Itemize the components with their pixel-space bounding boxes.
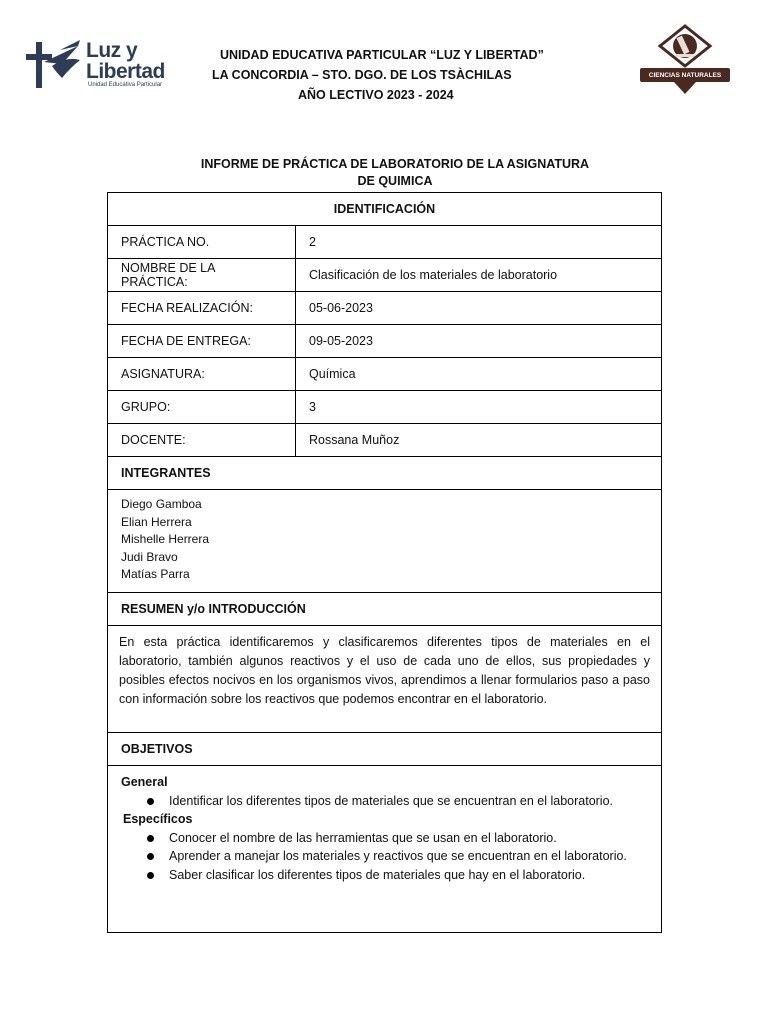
- row-value: Química: [309, 367, 356, 381]
- report-title-line-2: DE QUIMICA: [357, 174, 433, 188]
- table-row: [108, 358, 661, 391]
- specific-list: [121, 829, 648, 885]
- row-value: Rossana Muñoz: [309, 433, 400, 447]
- row-value: 05-06-2023: [309, 301, 373, 315]
- row-label: PRÁCTICA NO.: [108, 226, 296, 258]
- row-value: Clasificación de los materiales de laboratorio: [309, 268, 558, 282]
- objectives-heading: OBJETIVOS: [121, 742, 193, 756]
- header-line-1: UNIDAD EDUCATIVA PARTICULAR “LUZ Y LIBERTAD”: [220, 48, 544, 62]
- objectives-content: [108, 766, 661, 932]
- row-label: FECHA DE ENTREGA:: [108, 325, 296, 357]
- row-label: DOCENTE:: [108, 424, 296, 456]
- row-value: 2: [309, 235, 316, 249]
- header-line-2: LA CONCORDIA – STO. DGO. DE LOS TSÀCHILAS: [212, 68, 512, 82]
- general-label: General: [121, 775, 168, 789]
- identification-heading-row: [108, 193, 661, 226]
- list-item: Diego Gamboa: [121, 497, 202, 511]
- list-item: Mishelle Herrera: [121, 532, 210, 546]
- table-row: [108, 325, 661, 358]
- list-item: Saber clasificar los diferentes tipos de materiales que hay en el laboratorio.: [145, 866, 648, 885]
- identification-heading: IDENTIFICACIÓN: [333, 202, 436, 216]
- general-list: [121, 792, 648, 811]
- report-title: [150, 156, 640, 190]
- members-row: [108, 490, 661, 593]
- row-label: ASIGNATURA:: [108, 358, 296, 390]
- summary-heading-row: [108, 593, 661, 626]
- row-label: GRUPO:: [108, 391, 296, 423]
- members-heading: INTEGRANTES: [121, 466, 211, 480]
- table-row: [108, 259, 661, 292]
- specific-label: Específicos: [123, 812, 193, 826]
- table-row: [108, 292, 661, 325]
- summary-heading: RESUMEN y/o INTRODUCCIÓN: [121, 602, 306, 616]
- school-header: [196, 45, 566, 105]
- list-item: Judi Bravo: [121, 549, 178, 564]
- list-item: Elian Herrera: [121, 514, 192, 529]
- table-row: [108, 226, 661, 259]
- row-value: 3: [309, 400, 316, 414]
- cross-dove-icon: [22, 38, 84, 92]
- row-label: FECHA REALIZACIÓN:: [108, 292, 296, 324]
- table-row: [108, 424, 661, 457]
- table-row: [108, 391, 661, 424]
- row-value: 09-05-2023: [309, 334, 373, 348]
- science-logo-label: CIENCIAS NATURALES: [648, 72, 722, 79]
- report-title-line-1: INFORME DE PRÁCTICA DE LABORATORIO DE LA ASIGNATURA: [200, 157, 590, 171]
- science-logo: [640, 24, 730, 96]
- list-item: Matías Parra: [121, 567, 190, 581]
- microscope-emblem-icon: [640, 24, 730, 96]
- summary-text: En esta práctica identificaremos y clasificaremos diferentes tipos de materiales en el laboratorio, también algunos reactivos y el uso de cada uno de ellos, sus propiedades y posibles efectos nocivos en los organismos vivos, aprendimos a llenar formularios paso a paso con información sobre los reactivos que podemos encontrar en el laboratorio.: [119, 635, 650, 706]
- list-item: Conocer el nombre de las herramientas que se usan en el laboratorio.: [145, 829, 648, 848]
- objectives-heading-row: [108, 733, 661, 766]
- summary-row: [108, 626, 661, 733]
- objectives-row: [108, 766, 661, 932]
- logo-name: Luz y Libertad: [86, 39, 165, 83]
- list-item: Identificar los diferentes tipos de materiales que se encuentran en el laboratorio.: [145, 792, 648, 811]
- list-item: Aprender a manejar los materiales y reactivos que se encuentran en el laboratorio.: [145, 847, 648, 866]
- report-table: [107, 192, 662, 933]
- header-line-3: AÑO LECTIVO 2023 - 2024: [298, 88, 454, 102]
- logo-subtitle: Unidad Educativa Particular: [88, 82, 163, 88]
- members-list: [108, 490, 661, 592]
- row-label: NOMBRE DE LA PRÁCTICA:: [108, 259, 296, 291]
- school-logo: [22, 38, 174, 92]
- members-heading-row: [108, 457, 661, 490]
